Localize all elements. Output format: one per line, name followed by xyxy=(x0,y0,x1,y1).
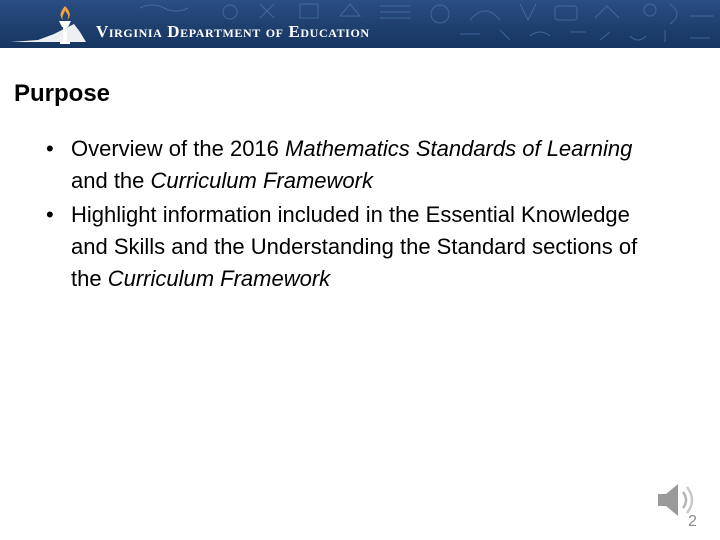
organization-name: Virginia Department of Education xyxy=(96,22,370,41)
page-number: 2 xyxy=(688,513,697,530)
bullet-run-italic: Curriculum Framework xyxy=(107,266,331,291)
bullet-dot-icon: • xyxy=(46,202,54,227)
header-banner xyxy=(0,0,720,48)
slide-title: Purpose xyxy=(14,80,111,107)
bullet-text xyxy=(71,136,632,193)
bullet-run: Highlight information included in the Essential Knowledge and Skills and the Understanding the Standard sections of the xyxy=(71,202,638,291)
bullet-run-italic: Mathematics Standards of Learning xyxy=(285,136,633,161)
bullet-item xyxy=(46,133,666,197)
bullet-text xyxy=(71,202,637,291)
bullet-run: Overview of the 2016 xyxy=(71,136,286,161)
bullet-run: and the xyxy=(71,168,151,193)
bullet-dot-icon: • xyxy=(46,136,54,161)
bullet-list xyxy=(46,133,666,297)
torch-icon xyxy=(50,4,80,46)
bullet-run-italic: Curriculum Framework xyxy=(150,168,373,193)
bullet-item xyxy=(46,199,666,295)
